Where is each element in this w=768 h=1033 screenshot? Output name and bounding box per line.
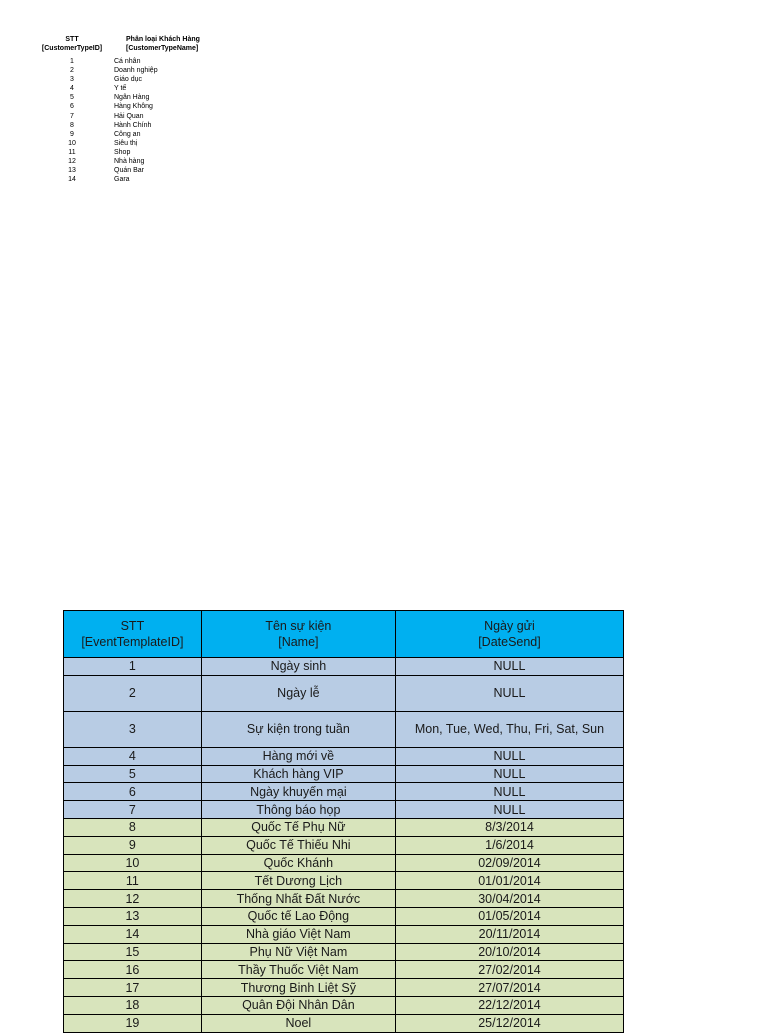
customer-type-name: Công an [114,130,141,138]
event-date-header [395,611,623,658]
event-table-header-row [64,611,624,658]
event-date-cell: 30/04/2014 [395,890,623,908]
event-table-row [64,801,624,819]
event-table-row [64,890,624,908]
event-table-row [64,907,624,925]
event-date-cell: 01/05/2014 [395,907,623,925]
customer-type-name: Hành Chính [114,121,152,129]
event-date-cell: Mon, Tue, Wed, Thu, Fri, Sat, Sun [395,711,623,747]
customer-type-row [30,84,230,93]
event-date-cell: NULL [395,765,623,783]
customer-type-id: 8 [70,121,74,129]
customer-type-row [30,175,230,184]
event-date-cell: NULL [395,675,623,711]
customer-type-name: Cá nhân [114,58,141,65]
customer-type-name: Quán Bar [114,167,144,175]
header-text: Tên sự kiện [265,619,332,633]
event-date-cell: NULL [395,801,623,819]
customer-type-id: 6 [70,103,74,111]
event-date-cell: NULL [395,747,623,765]
event-id-cell: 3 [64,711,202,747]
event-date-cell: NULL [395,658,623,676]
event-id-cell: 13 [64,907,202,925]
event-date-cell: NULL [395,783,623,801]
customer-type-row [30,148,230,157]
header-text: Ngày gửi [484,619,535,633]
customer-type-id: 7 [70,112,74,120]
customer-type-name: Giáo dục [114,76,143,84]
event-id-cell: 16 [64,961,202,979]
customer-type-table [30,35,230,184]
header-text: [CustomerTypeID] [41,45,103,52]
event-name-cell: Thống Nhất Đất Nước [201,890,395,908]
event-table-row [64,818,624,836]
event-name-cell: Tết Dương Lịch [201,872,395,890]
event-id-cell: 4 [64,747,202,765]
event-name-cell: Khách hàng VIP [201,765,395,783]
event-date-cell: 1/6/2014 [395,836,623,854]
event-name-cell: Noel [201,1014,395,1032]
event-name-cell: Thầy Thuốc Việt Nam [201,961,395,979]
event-id-cell: 17 [64,979,202,997]
event-name-cell: Hàng mới về [201,747,395,765]
event-name-cell: Thông báo họp [201,801,395,819]
customer-type-id: 9 [70,130,74,138]
header-text: [DateSend] [478,635,541,649]
header-text: [Name] [278,635,319,649]
event-name-cell: Nhà giáo Việt Nam [201,925,395,943]
event-id-cell: 14 [64,925,202,943]
event-id-cell: 9 [64,836,202,854]
customer-type-name: Hàng Không [114,103,153,111]
event-name-cell: Thương Binh Liệt Sỹ [201,979,395,997]
customer-type-row [30,157,230,166]
customer-type-row [30,112,230,121]
event-id-cell: 11 [64,872,202,890]
event-id-cell: 19 [64,1014,202,1032]
event-date-cell: 20/11/2014 [395,925,623,943]
event-date-cell: 20/10/2014 [395,943,623,961]
customer-type-rows [30,57,230,184]
event-name-cell: Ngày sinh [201,658,395,676]
event-id-cell: 12 [64,890,202,908]
event-table-row [64,961,624,979]
event-table-row [64,783,624,801]
event-table-row [64,943,624,961]
event-id-cell: 18 [64,996,202,1014]
event-name-cell: Sự kiện trong tuần [201,711,395,747]
event-name-cell: Quốc tế Lao Động [201,907,395,925]
event-name-cell: Quốc Khánh [201,854,395,872]
customer-type-id: 3 [70,76,74,84]
event-id-cell: 8 [64,818,202,836]
event-table-row [64,872,624,890]
event-id-cell: 10 [64,854,202,872]
event-table-body [64,658,624,1033]
customer-type-row [30,66,230,75]
customer-type-header [30,35,230,53]
event-table-row [64,765,624,783]
event-table-row [64,996,624,1014]
customer-type-row [30,166,230,175]
customer-type-id: 4 [70,85,74,93]
customer-type-id: 10 [68,139,76,147]
customer-type-name: Doanh nghiệp [114,67,158,75]
header-text: [EventTemplateID] [81,635,184,649]
event-date-cell: 8/3/2014 [395,818,623,836]
event-date-cell: 27/07/2014 [395,979,623,997]
customer-type-name: Ngân Hàng [114,94,150,102]
customer-type-id: 11 [68,148,76,156]
customer-type-row [30,93,230,102]
event-table-row [64,711,624,747]
event-table-row [64,675,624,711]
event-id-cell: 2 [64,675,202,711]
event-template-table [63,610,624,1033]
customer-type-id: 1 [70,58,74,65]
customer-type-name: Nhà hàng [114,158,145,166]
header-text: [CustomerTypeName] [126,45,199,52]
customer-type-row [30,75,230,84]
customer-type-id: 13 [68,167,76,175]
customer-type-name: Hải Quan [114,112,144,120]
event-date-cell: 25/12/2014 [395,1014,623,1032]
customer-type-name: Siêu thị [114,139,138,147]
customer-type-row [30,121,230,130]
event-table-row [64,658,624,676]
customer-type-name-header [114,35,230,53]
customer-type-id: 14 [68,176,76,184]
customer-type-name: Shop [114,148,131,156]
event-date-cell: 02/09/2014 [395,854,623,872]
event-name-cell: Quân Đội Nhân Dân [201,996,395,1014]
event-table-row [64,979,624,997]
event-table-row [64,925,624,943]
event-date-cell: 27/02/2014 [395,961,623,979]
event-name-cell: Ngày lễ [201,675,395,711]
event-date-cell: 01/01/2014 [395,872,623,890]
event-id-header [64,611,202,658]
customer-type-id-header [30,35,114,53]
event-table-row [64,836,624,854]
customer-type-id: 5 [70,94,74,102]
event-table-row [64,854,624,872]
customer-type-id: 2 [70,67,74,75]
event-date-cell: 22/12/2014 [395,996,623,1014]
header-text: STT [120,619,145,633]
event-name-header [201,611,395,658]
event-id-cell: 5 [64,765,202,783]
customer-type-row [30,130,230,139]
event-id-cell: 7 [64,801,202,819]
event-id-cell: 1 [64,658,202,676]
customer-type-row [30,139,230,148]
event-name-cell: Quốc Tế Phụ Nữ [201,818,395,836]
event-name-cell: Phụ Nữ Việt Nam [201,943,395,961]
customer-type-row [30,57,230,66]
customer-type-name: Gara [114,176,130,184]
event-id-cell: 6 [64,783,202,801]
event-table-row [64,1014,624,1032]
event-name-cell: Quốc Tế Thiếu Nhi [201,836,395,854]
customer-type-name: Y tế [114,85,127,93]
customer-type-id: 12 [68,158,76,166]
header-text: STT [65,36,79,43]
header-text: Phân loại Khách Hàng [126,36,200,43]
event-id-cell: 15 [64,943,202,961]
customer-type-row [30,102,230,111]
event-name-cell: Ngày khuyến mại [201,783,395,801]
event-table-row [64,747,624,765]
